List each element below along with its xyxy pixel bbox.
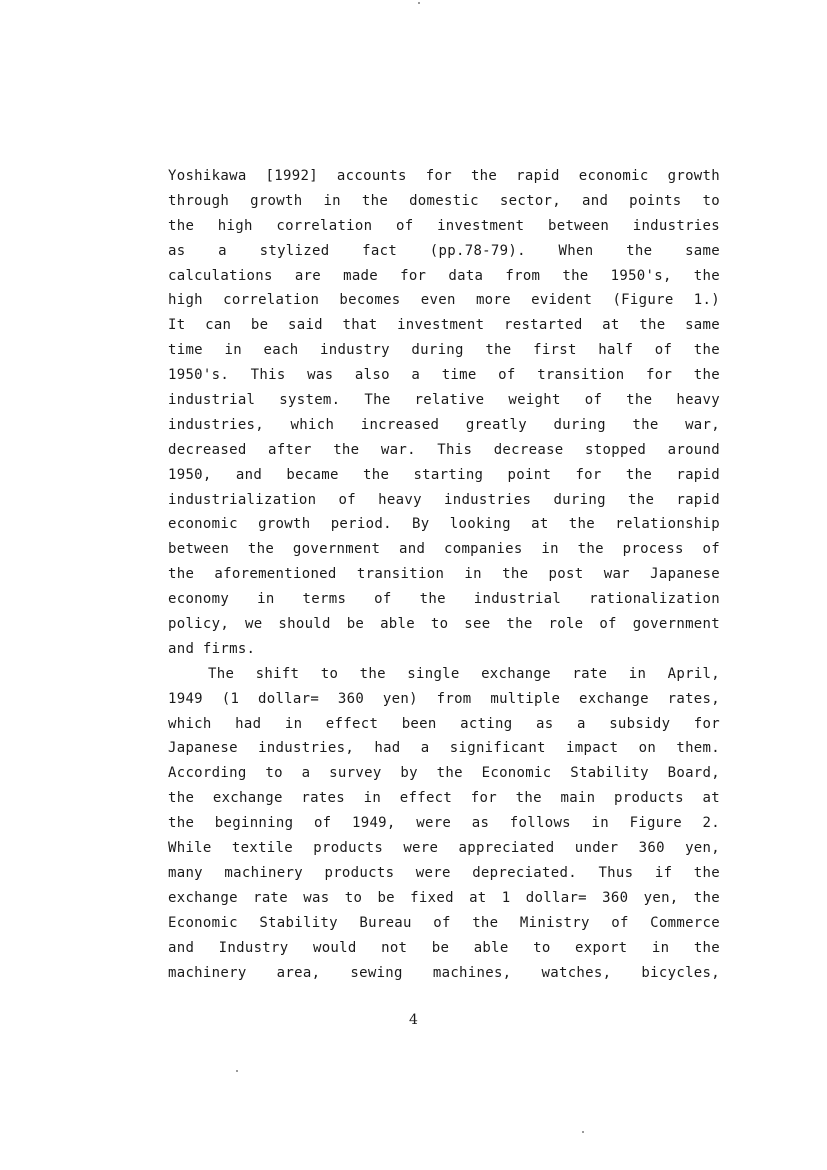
text-line: Yoshikawa [1992] accounts for the rapid economic growth	[168, 168, 720, 184]
scan-speck	[582, 1131, 584, 1133]
text-line: time in each industry during the first half of the	[168, 342, 720, 359]
text-line: industries, which increased greatly during the war,	[168, 416, 720, 433]
text-line: industrial system. The relative weight of the heavy	[168, 392, 720, 409]
text-line: and firms.	[168, 640, 256, 657]
scan-speck	[236, 1070, 238, 1072]
text-line: the high correlation of investment between industries	[168, 217, 720, 234]
text-line: While textile products were appreciated under 360 yen,	[168, 840, 720, 857]
text-line: through growth in the domestic sector, and points to	[168, 192, 720, 209]
text-line: Japanese industries, had a significant impact on them.	[168, 740, 720, 757]
text-line: 1950's. This was also a time of transition for the	[168, 367, 720, 384]
text-line: many machinery products were depreciated. Thus if the	[168, 864, 720, 881]
text-line: industrialization of heavy industries during the rapid	[168, 491, 720, 508]
text-line: economic growth period. By looking at the relationship	[168, 516, 720, 533]
text-line: the exchange rates in effect for the main products at	[168, 790, 720, 807]
text-line: the aforementioned transition in the post war Japanese	[168, 566, 720, 583]
text-line: decreased after the war. This decrease stopped around	[168, 441, 720, 458]
text-line: economy in terms of the industrial rationalization	[168, 591, 720, 608]
text-line: It can be said that investment restarted at the same	[168, 317, 720, 334]
text-line: the beginning of 1949, were as follows in Figure 2.	[168, 815, 720, 832]
scan-speck	[418, 2, 420, 4]
text-line: The shift to the single exchange rate in April,	[208, 665, 720, 682]
text-line: and Industry would not be able to export in the	[168, 939, 720, 956]
text-line: which had in effect been acting as a subsidy for	[168, 715, 720, 732]
text-line: as a stylized fact (pp.78-79). When the same	[168, 242, 720, 259]
text-line: policy, we should be able to see the role of government	[168, 616, 720, 633]
text-line: machinery area, sewing machines, watches, bicycles,	[168, 964, 720, 981]
text-line: calculations are made for data from the 1950's, the	[168, 267, 720, 284]
text-line: between the government and companies in the process of	[168, 541, 720, 558]
page-number: 4	[409, 1012, 418, 1028]
text-line: high correlation becomes even more evident (Figure 1.)	[168, 292, 720, 309]
body-text	[168, 164, 720, 985]
text-line: exchange rate was to be fixed at 1 dollar= 360 yen, the	[168, 889, 720, 906]
text-line: 1949 (1 dollar= 360 yen) from multiple exchange rates,	[168, 690, 720, 707]
text-line: 1950, and became the starting point for the rapid	[168, 466, 720, 483]
text-line: Economic Stability Bureau of the Ministry of Commerce	[168, 914, 720, 931]
text-line: According to a survey by the Economic Stability Board,	[168, 765, 720, 782]
